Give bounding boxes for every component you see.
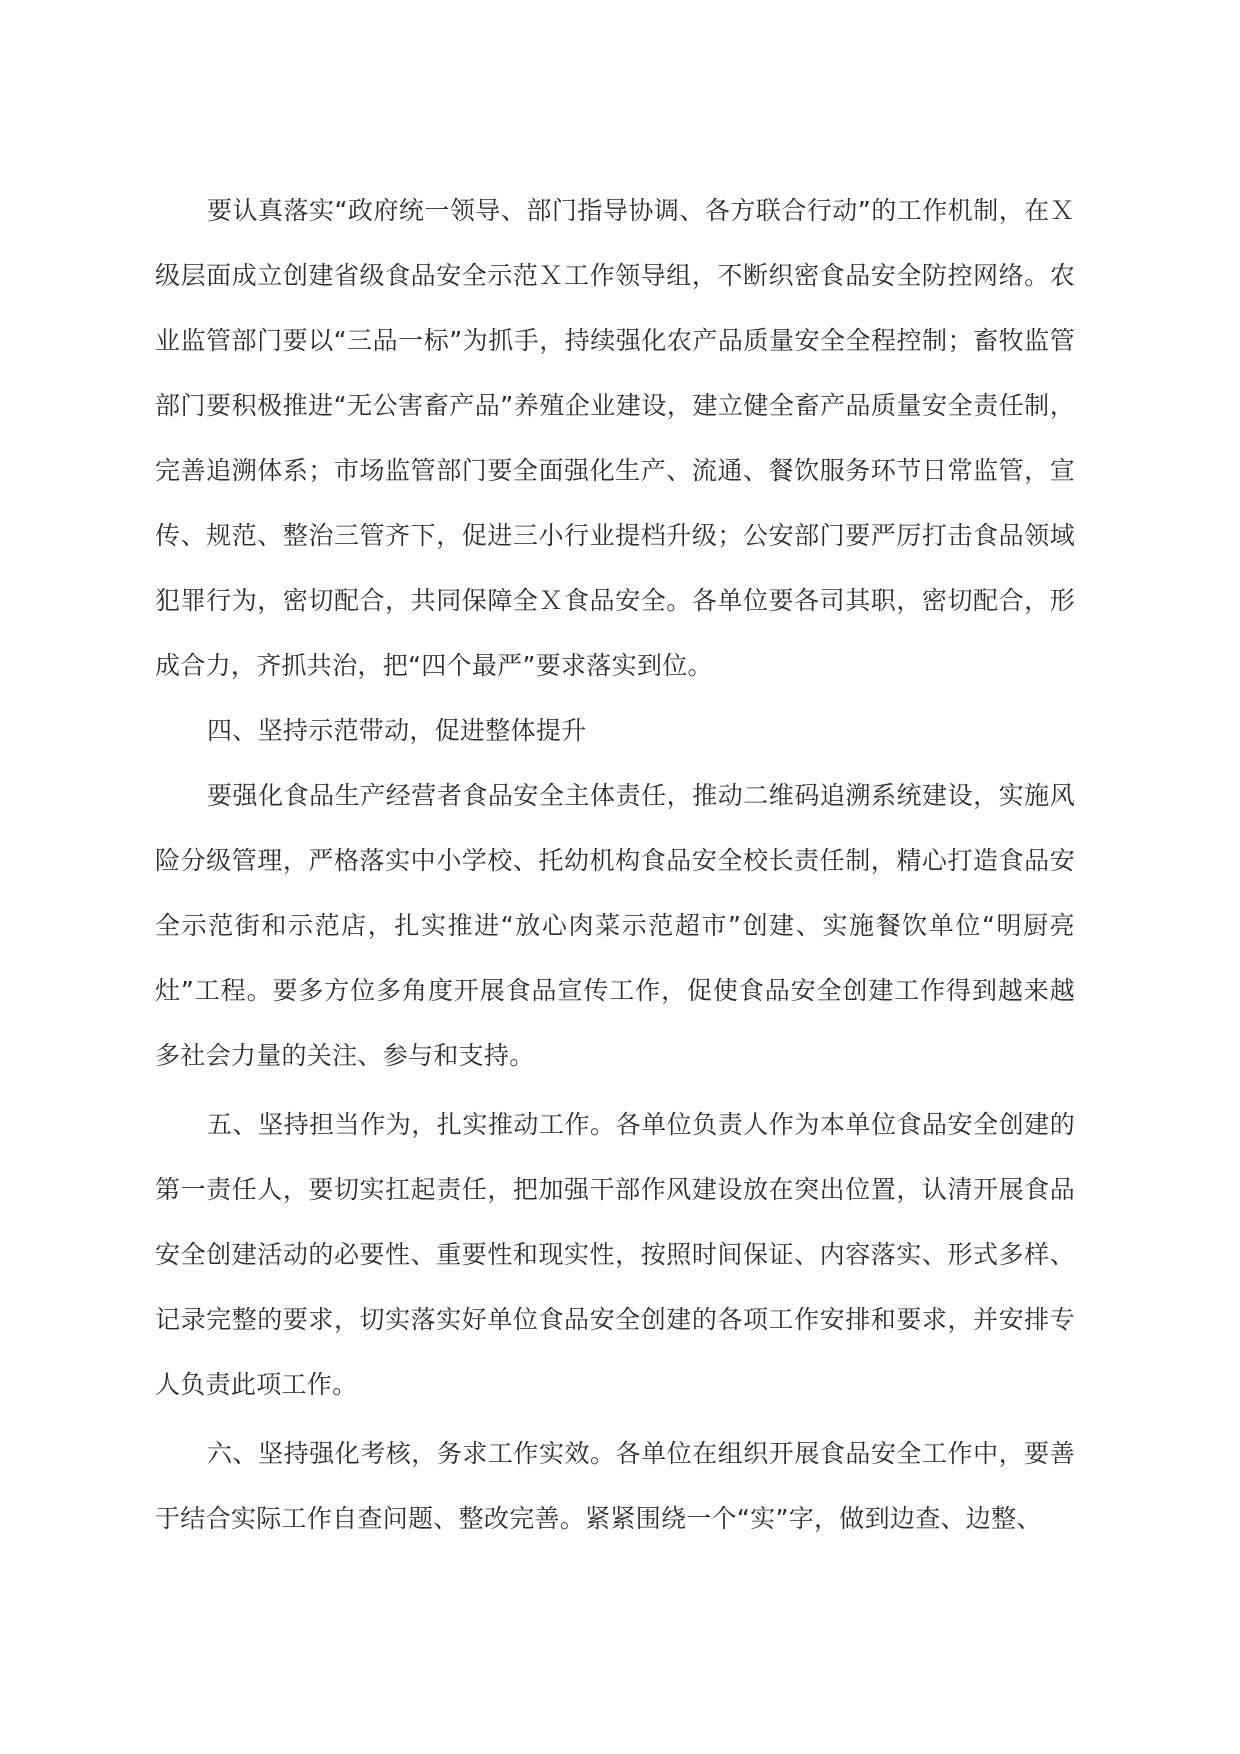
paragraph-section-5: 五、坚持担当作为，扎实推动工作。各单位负责人作为本单位食品安全创建的第一责任人，要切实扛起责任，把加强干部作风建设放在突出位置，认清开展食品安全创建活动的必要性、重要性和现实性，按照时间保证、内容落实、形式多样、记录完整的要求，切实落实好单位食品安全创建的各项工作安排和要求，并安排专人负责此项工作。 xyxy=(155,1110,1075,1399)
paragraph-work-mechanism: 要认真落实“政府统一领导、部门指导协调、各方联合行动”的工作机制，在Ｘ级层面成立创建省级食品安全示范Ｘ工作领导组，不断织密食品安全防控网络。农业监管部门要以“三品一标”为抓手，持续强化农产品质量安全全程控制；畜牧监管部门要积极推进“无公害畜产品”养殖企业建设，建立健全畜产品质量安全责任制，完善追溯体系；市场监管部门要全面强化生产、流通、餐饮服务环节日常监管，宣传、规范、整治三管齐下，促进三小行业提档升级；公安部门要严厉打击食品领域犯罪行为，密切配合，共同保障全Ｘ食品安全。各单位要各司其职，密切配合，形成合力，齐抓共治，把“四个最严”要求落实到位。 xyxy=(155,196,1075,680)
paragraph-demonstration: 要强化食品生产经营者食品安全主体责任，推动二维码追溯系统建设，实施风险分级管理，严格落实中小学校、托幼机构食品安全校长责任制，精心打造食品安全示范街和示范店，扎实推进“放心肉菜示范超市”创建、实施餐饮单位“明厨亮灶”工程。要多方位多角度开展食品宣传工作，促使食品安全创建工作得到越来越多社会力量的关注、参与和支持。 xyxy=(155,781,1075,1070)
section-heading-4: 四、坚持示范带动，促进整体提升 xyxy=(207,716,587,745)
document-page xyxy=(155,178,1075,1551)
paragraph-section-6: 六、坚持强化考核，务求工作实效。各单位在组织开展食品安全工作中，要善于结合实际工作自查问题、整改完善。紧紧围绕一个“实”字，做到边查、边整、 xyxy=(155,1439,1075,1533)
